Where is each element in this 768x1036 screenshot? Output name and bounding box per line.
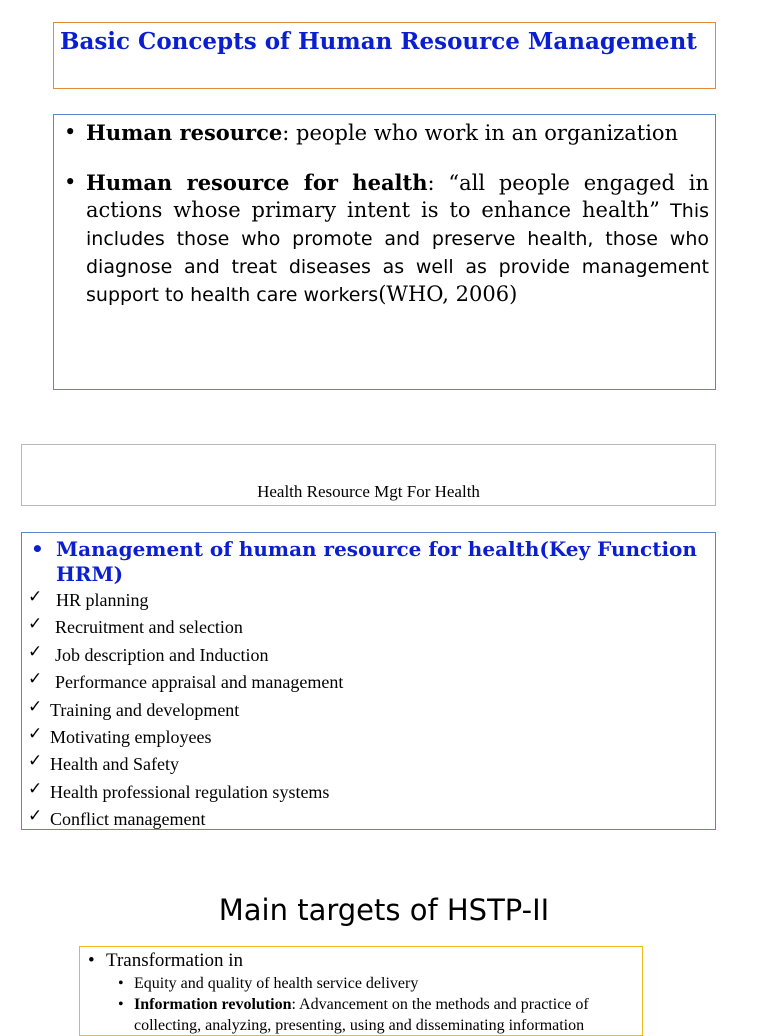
target-bullet-text: Transformation in [106, 950, 244, 971]
list-item-label: Recruitment and selection [55, 617, 243, 638]
slide2-heading [28, 537, 709, 587]
list-item [28, 642, 709, 669]
slide1-title: Basic Concepts of Human Resource Management [60, 28, 697, 55]
list-item-label: Performance appraisal and management [55, 672, 344, 693]
slide3-targets-box [79, 946, 643, 1036]
list-item [28, 669, 709, 696]
target-bullet [86, 949, 636, 973]
list-item-label: Health professional regulation systems [50, 781, 330, 802]
checkmark-icon: ✓ [28, 723, 43, 744]
checkmark-icon: ✓ [28, 641, 43, 662]
list-item [28, 779, 709, 806]
footer-text: Health Resource Mgt For Health [257, 482, 480, 501]
sub-bullet-text: : Advancement on the methods and practice of collecting, analyzing, presenting, using and disseminating information [134, 996, 589, 1034]
footer-slide [21, 444, 716, 506]
slide2-heading-text: Management of human resource for health(Key Function HRM) [56, 537, 697, 586]
bullet-icon: • [64, 120, 77, 144]
checkmark-icon: ✓ [28, 778, 43, 799]
list-item [28, 697, 709, 724]
checkmark-icon: ✓ [28, 806, 43, 827]
term-separator: : [282, 121, 290, 145]
definition-human-resource [60, 119, 709, 147]
who-quote: “all people engaged in actions whose primary intent is to enhance health” [86, 171, 709, 222]
term-separator: : [427, 171, 435, 195]
checkmark-icon: ✓ [28, 696, 43, 717]
list-item [28, 724, 709, 751]
slide2-hrm-functions-box [21, 532, 716, 830]
definition-explanation: This includes those who promote and preserve health, those who diagnose and treat diseases as well as provide management support to health care workers [86, 200, 709, 306]
bullet-icon: • [88, 950, 95, 971]
sub-bullet-information-revolution [86, 994, 636, 1036]
list-item-label: Job description and Induction [55, 644, 269, 665]
checkmark-icon: ✓ [28, 751, 43, 772]
bullet-icon: • [64, 170, 77, 194]
slide1-title-box [53, 22, 716, 89]
checkmark-icon: ✓ [28, 669, 43, 690]
definition-hr-for-health [60, 169, 709, 309]
list-item [28, 751, 709, 778]
term-hr-for-health: Human resource for health [86, 170, 428, 195]
sub-bullet-text: Equity and quality of health service delivery [134, 975, 419, 992]
bullet-icon: • [118, 996, 124, 1013]
bullet-icon: • [31, 537, 44, 561]
list-item-label: Health and Safety [50, 754, 179, 775]
list-item-label: Conflict management [50, 809, 206, 830]
slide3-title: Main targets of HSTP-II [218, 893, 550, 927]
term-human-resource: Human resource [86, 120, 283, 145]
sub-bullet-equity [86, 973, 636, 994]
definition-text: people who work in an organization [289, 121, 679, 145]
bullet-icon: • [118, 975, 124, 992]
list-item-label: Motivating employees [50, 726, 212, 747]
sub-bullet-bold: Information revolution [134, 996, 292, 1013]
list-item-label: HR planning [56, 590, 149, 610]
list-item-label: Training and development [50, 699, 240, 720]
list-item [28, 587, 709, 614]
list-item [28, 806, 709, 833]
list-item [28, 614, 709, 641]
checkmark-icon: ✓ [28, 614, 43, 635]
citation: (WHO, 2006) [378, 282, 518, 306]
checkmark-icon: ✓ [28, 587, 43, 607]
slide1-definitions-box [53, 114, 716, 390]
